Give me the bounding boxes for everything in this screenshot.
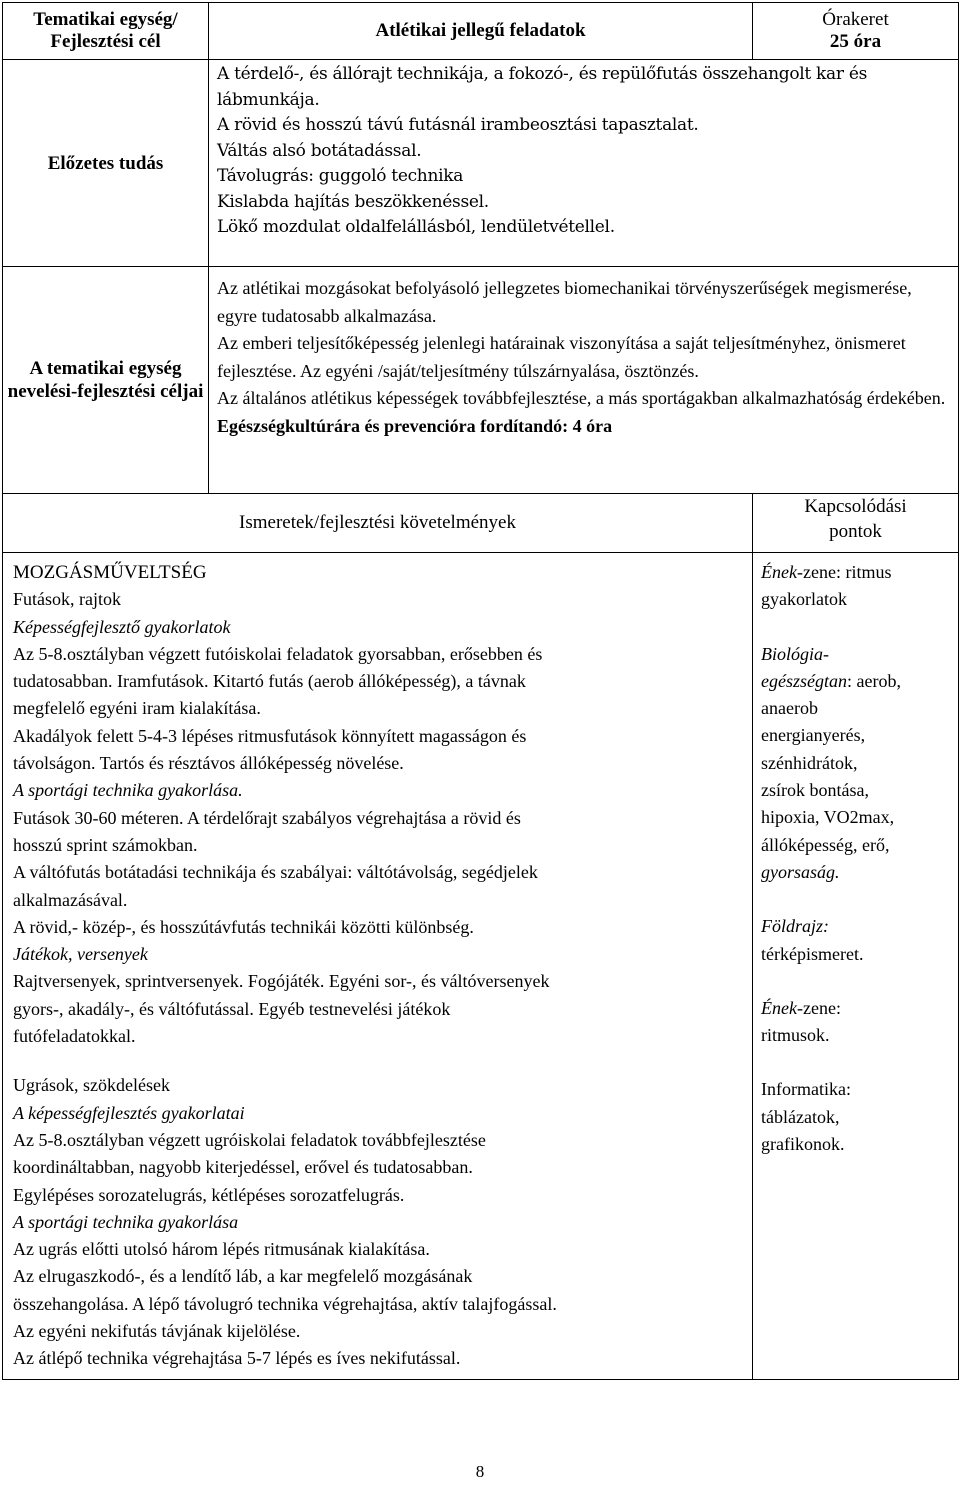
connection-biology [761,668,950,695]
subsection-heading: A sportági technika gyakorlása. [13,780,243,801]
spacer [761,968,950,995]
text-line: A váltófutás botátadási technikája és szabályai: váltótávolság, segédjelek [13,862,538,883]
text-line: megfelelő egyéni iram kialakítása. [13,698,261,719]
requirements-header-row [3,494,959,553]
connection-text: -zene: [796,997,841,1018]
goals-row [3,267,959,494]
text-line: távolságon. Tartós és résztávos állóképesség növelése. [13,753,404,774]
connection-text: ritmusok. [761,1025,830,1046]
requirements-main [3,553,753,1380]
text-line: Az 5-8.osztályban végzett ugróiskolai feladatok továbbfejlesztése [13,1129,486,1150]
text-line: alkalmazásával. [13,889,128,910]
header-row [3,3,959,60]
text-line: Az ugrás előtti utolsó három lépés ritmusának kialakítása. [13,1239,430,1260]
text-line: Rajtversenyek, sprintversenyek. Fogójáték. Egyéni sor-, és váltóversenyek [13,971,550,992]
spacer [761,614,950,641]
goals-content [209,267,959,494]
header-unit-line2: Fejlesztési cél [50,31,161,52]
text-line: Az egyéni nekifutás távjának kijelölése. [13,1321,301,1342]
connection-text: grafikonok. [761,1134,845,1155]
goals-paragraph: Az általános atlétikus képességek továbbfejlesztése, a más sportágakban alkalmazhatóság érdekében. [217,388,946,408]
curriculum-table [2,2,959,1380]
spacer [13,1050,744,1072]
section-title: MOZGÁSMŰVELTSÉG [13,562,207,583]
prior-knowledge-line: A rövid és hosszú távú futásnál irambeosztási tapasztalat. [217,115,699,135]
connection-text: -zene: ritmus [796,562,892,582]
connection-text: szénhidrátok, [761,752,858,773]
text-line: Az elrugaszkodó-, és a lendítő láb, a kar megfelelő mozgásának [13,1266,473,1287]
prior-knowledge-row [3,60,959,267]
connection-text: : aerob, [846,670,901,691]
text-line: A rövid,- közép-, és hosszútávfutás technikái közötti különbség. [13,916,474,937]
connection-text: Informatika: [761,1079,851,1100]
subsection-heading: Képességfejlesztő gyakorlatok [13,616,231,637]
prior-knowledge-label: Előzetes tudás [3,60,209,267]
header-hours-cell [753,3,959,60]
connection-text: anaerob [761,698,818,719]
subject-name: Ének [761,562,797,582]
prior-knowledge-line: Váltás alsó botátadással. [217,140,422,161]
prior-knowledge-line: Távolugrás: guggoló technika [217,166,464,186]
connections-content [753,553,959,1380]
header-unit-cell [3,3,209,60]
header-hours-label: Órakeret [822,9,889,30]
text-line: tudatosabban. Iramfutások. Kitartó futás (aerob állóképesség), a távnak [13,671,526,692]
connections-header-line2: pontok [829,521,882,542]
spacer [761,886,950,913]
section-heading: Futások, rajtok [13,589,121,610]
connection-music [761,559,950,586]
requirements-body-row [3,553,959,1380]
prior-knowledge-line: Kislabda hajítás beszökkenéssel. [217,191,489,212]
prior-knowledge-line: A térdelő-, és állórajt technikája, a fokozó-, és repülőfutás összehangolt kar és lábmunkája. [217,64,867,110]
connection-text: gyakorlatok [761,589,847,610]
header-hours-value: 25 óra [829,31,882,52]
text-line: Futások 30-60 méteren. A térdelőrajt szabályos végrehajtása a rövid és [13,807,521,828]
subject-name: egészségtan [761,670,847,691]
connection-music-2 [761,995,950,1022]
text-line: Az 5-8.osztályban végzett futóiskolai feladatok gyorsabban, erősebben és [13,643,543,664]
connection-text: állóképesség, erő, [761,834,890,855]
prior-knowledge-content [209,60,959,267]
subsection-heading: Játékok, versenyek [13,944,148,965]
connections-header [753,494,959,553]
connection-text: táblázatok, [761,1106,840,1127]
header-topic-cell: Atlétikai jellegű feladatok [209,3,753,60]
text-line: gyors-, akadály-, és váltófutással. Egyéb testnevelési játékok [13,998,451,1019]
goals-paragraph: Az atlétikai mozgásokat befolyásoló jellegzetes biomechanikai törvényszerűségek megismerése, egyre tudatosabb alkalmazása. [217,278,912,326]
connections-header-line1: Kapcsolódási [804,496,907,517]
connection-text: zsírok bontása, [761,780,869,801]
health-note: Egészségkultúrára és prevencióra fordítandó: 4 óra [217,415,613,436]
connection-text: hipoxia, VO2max, [761,807,895,828]
spacer [761,1049,950,1076]
connection-text: energianyerés, [761,725,866,746]
text-line: összehangolása. A lépő távolugró technika végrehajtása, aktív talajfogással. [13,1293,557,1314]
header-unit-line1: Tematikai egység/ [33,9,178,30]
text-line: Akadályok felett 5-4-3 lépéses ritmusfutások könnyített magasságon és [13,725,527,746]
subsection-heading: A sportági technika gyakorlása [13,1211,239,1232]
text-line: Az átlépő technika végrehajtása 5-7 lépés es íves nekifutással. [13,1348,461,1369]
text-line: Egylépéses sorozatelugrás, kétlépéses sorozatfelugrás. [13,1184,405,1205]
subject-name: Ének [761,997,797,1018]
subject-name: Földrajz: [761,916,830,937]
goals-paragraph: Az emberi teljesítőképesség jelenlegi határainak viszonyítása a saját teljesítményhez, önismeret fejlesztése. Az egyéni /saját/teljesítmény túlszárnyalása, ösztönzés. [217,333,906,381]
goals-label: A tematikai egység nevelési-fejlesztési céljai [3,267,209,494]
prior-knowledge-line: Lökő mozdulat oldalfelállásból, lendületvétellel. [217,217,615,237]
subsection-heading: A képességfejlesztés gyakorlatai [13,1102,245,1123]
text-line: koordináltabban, nagyobb kiterjedéssel, erővel és tudatosabban. [13,1157,473,1178]
page-number: 8 [475,1462,485,1481]
subject-name: Biológia- [761,643,829,664]
section-heading: Ugrások, szökdelések [13,1075,170,1096]
connection-text: térképismeret. [761,943,864,964]
text-line: hosszú sprint számokban. [13,834,198,855]
connection-text: gyorsaság. [761,861,840,882]
requirements-header: Ismeretek/fejlesztési követelmények [3,494,753,553]
text-line: futófeladatokkal. [13,1026,136,1047]
